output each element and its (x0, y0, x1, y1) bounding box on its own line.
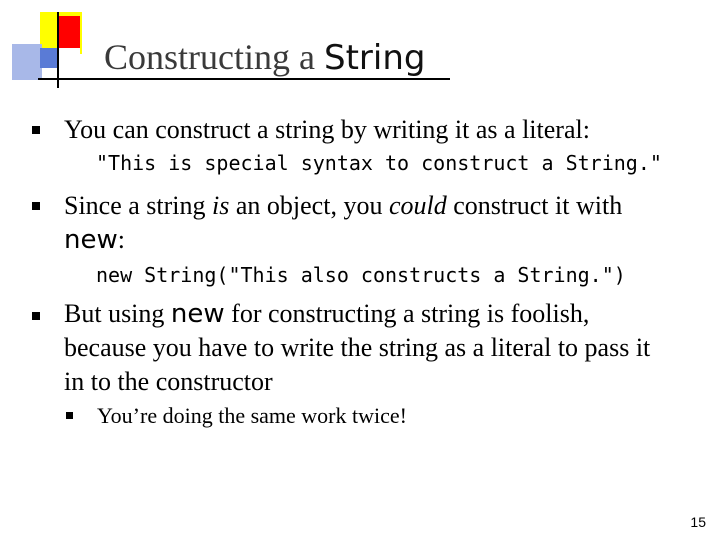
bullet-2-code: new String("This also constructs a String.") (96, 263, 626, 287)
bullet-1-code: "This is special syntax to construct a String." (96, 151, 662, 175)
logo-white-square (58, 48, 80, 78)
title-code: String (323, 38, 426, 78)
logo-lightblue-square (12, 44, 42, 80)
bullet-2-em-could: could (388, 191, 447, 220)
bullet-marker-1 (32, 126, 40, 134)
bullet-2-text-b: an object, you (229, 191, 389, 220)
bullet-1-text: You can construct a string by writing it as a literal: (64, 115, 590, 144)
bullet-2-keyword-new: new (64, 225, 118, 255)
title-prefix: Constructing a (104, 37, 324, 77)
page-number: 15 (690, 514, 706, 530)
bullet-2-colon: : (117, 225, 125, 254)
bullet-marker-3 (32, 312, 40, 320)
sub-bullet-text: You’re doing the same work twice! (97, 403, 407, 428)
bullet-3-text-a: But using (64, 299, 171, 328)
slide-title (104, 36, 425, 78)
bullet-3-keyword-new: new (170, 299, 225, 329)
bullet-2-em-is: is (212, 191, 230, 220)
logo-graphic (0, 0, 110, 90)
sub-bullet-marker (66, 412, 73, 419)
logo-red-square (58, 16, 80, 48)
bullet-3-text-b: for constructing a string is foolish, (224, 299, 590, 328)
bullet-3-line-2: because you have to write the string as a literal to pass it (64, 333, 651, 362)
title-underline (38, 78, 450, 80)
bullet-marker-2 (32, 202, 40, 210)
bullet-3-text (64, 297, 714, 399)
bullet-2-text-c: construct it with (446, 191, 623, 220)
bullet-3-line-3: in to the constructor (64, 367, 273, 396)
bullet-2-text (64, 189, 684, 257)
bullet-2-text-a: Since a string (64, 191, 213, 220)
